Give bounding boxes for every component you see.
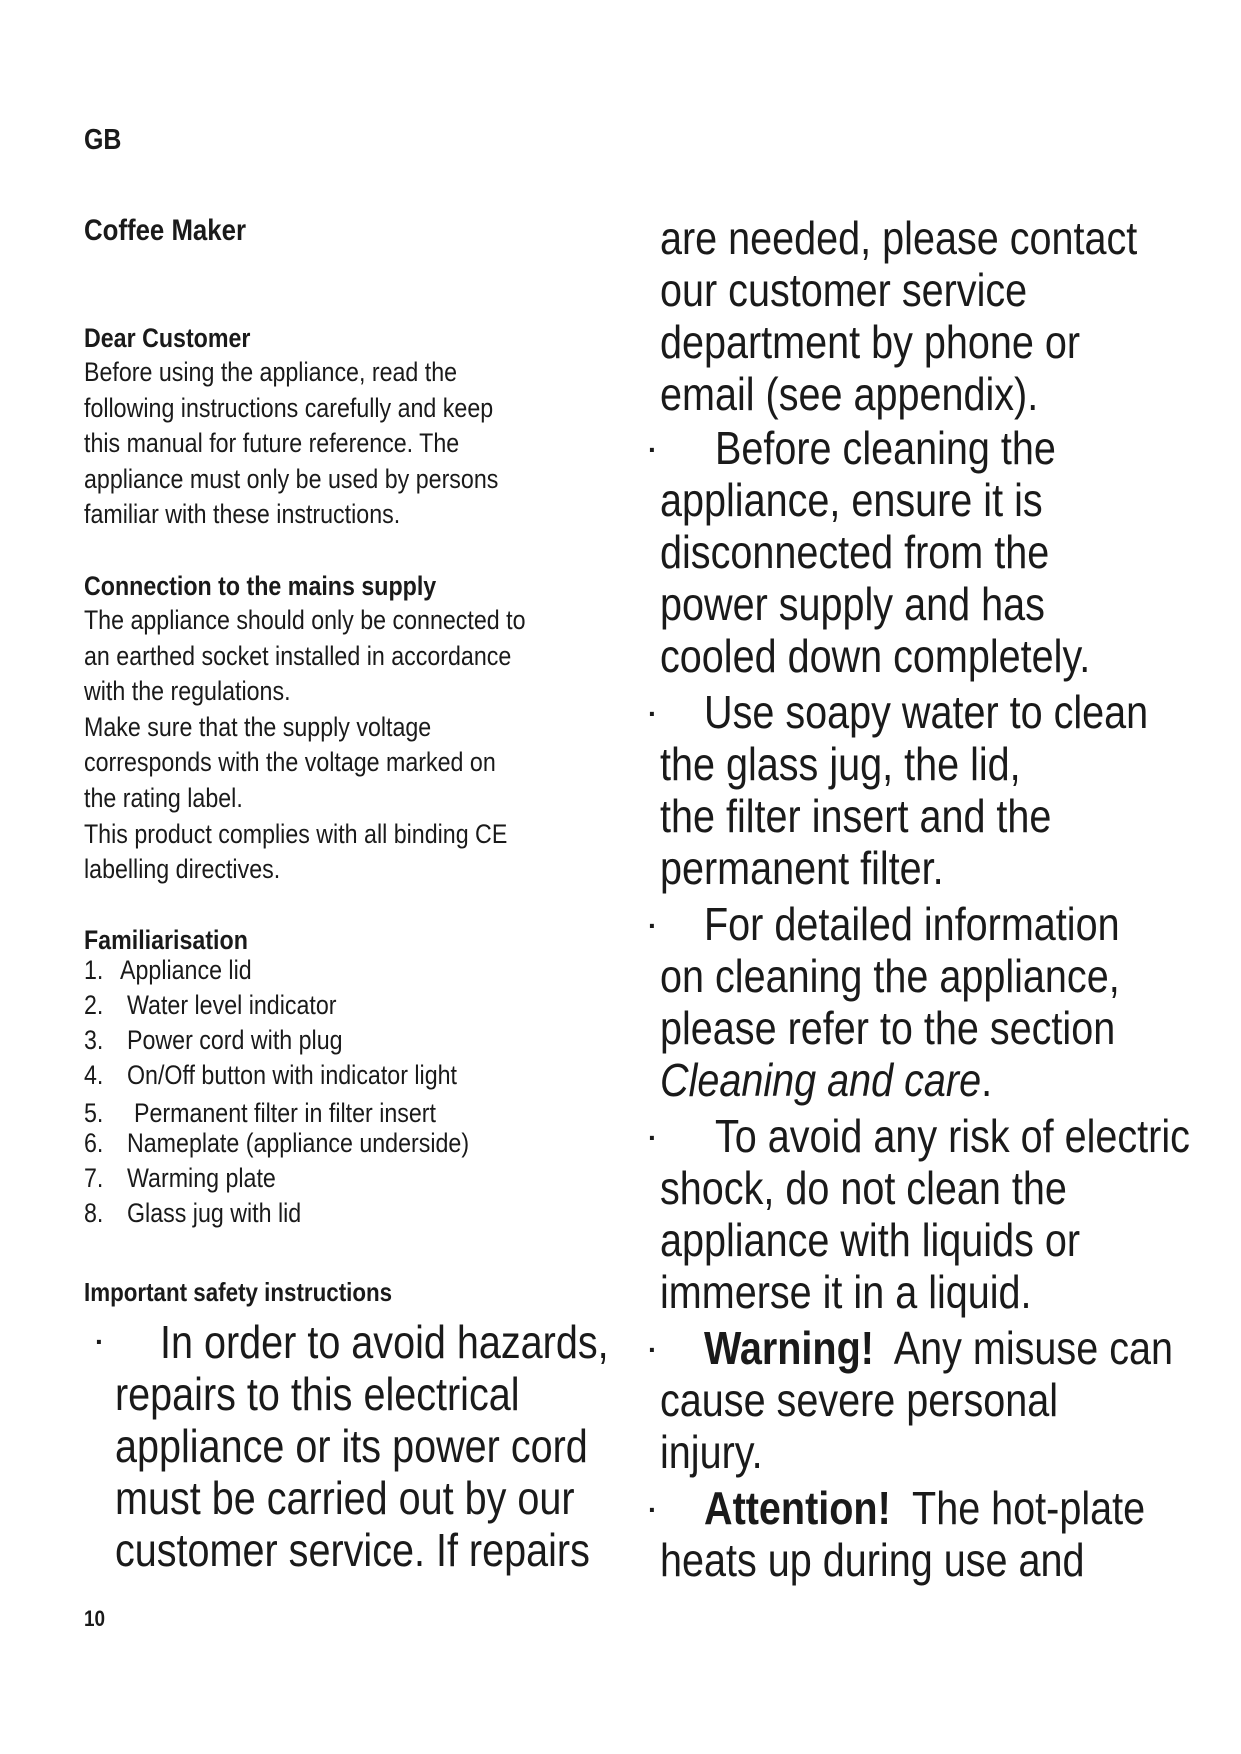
page-title: Coffee Maker	[84, 214, 247, 247]
text-line: This product complies with all binding CE	[84, 818, 508, 849]
dear-customer-text	[84, 355, 566, 533]
text-line: heats up during use and	[660, 1534, 1085, 1586]
text-line: power supply and has	[660, 578, 1045, 630]
item-text: Water level indicator	[127, 990, 337, 1020]
item-text: Permanent filter in filter insert	[134, 1098, 436, 1128]
section-reference: Cleaning and care	[660, 1054, 982, 1106]
text-line: Before using the appliance, read the	[84, 357, 458, 387]
text-line: our customer service	[660, 264, 1028, 316]
text-line: the filter insert and the	[660, 790, 1052, 842]
text-line: permanent filter.	[660, 842, 944, 894]
bullet-dot: ·	[648, 1122, 658, 1153]
text-line: department by phone or	[660, 316, 1081, 368]
item-number: 3.	[84, 1025, 104, 1055]
text-line: shock, do not clean the	[660, 1162, 1067, 1214]
text-line: corresponds with the voltage marked on	[84, 747, 496, 778]
text-line: on cleaning the appliance,	[660, 950, 1120, 1002]
text-line: disconnected from the	[660, 526, 1050, 578]
text-line: To avoid any risk of electric	[715, 1110, 1190, 1162]
text-line: injury.	[660, 1426, 763, 1478]
text-line: customer service. If repairs	[115, 1524, 590, 1576]
item-number: 4.	[84, 1060, 104, 1090]
text-line: Any misuse can	[893, 1322, 1173, 1374]
text-line: labelling directives.	[84, 854, 281, 885]
mains-supply-heading: Connection to the mains supply	[84, 571, 437, 601]
text-line: cooled down completely.	[660, 630, 1091, 682]
text-line: appliance must only be used by persons	[84, 463, 499, 494]
item-number: 1.	[84, 955, 104, 985]
item-text: Appliance lid	[120, 955, 252, 985]
safety-heading: Important safety instructions	[84, 1277, 393, 1307]
text-line: immerse it in a liquid.	[660, 1266, 1032, 1318]
item-number: 5.	[84, 1098, 104, 1128]
text-line: In order to avoid hazards,	[160, 1316, 609, 1368]
text-line: Use soapy water to clean	[704, 686, 1149, 738]
language-code: GB	[84, 124, 122, 156]
text-line: an earthed socket installed in accordance	[84, 640, 512, 671]
bullet-dot: ·	[648, 698, 658, 729]
familiarisation-heading: Familiarisation	[84, 925, 248, 955]
text-line: must be carried out by our	[115, 1472, 575, 1524]
attention-label: Attention!	[704, 1482, 891, 1534]
page-number: 10	[84, 1606, 106, 1631]
text-line: Before cleaning the	[715, 422, 1056, 474]
text-line: the glass jug, the lid,	[660, 738, 1021, 790]
item-text: Nameplate (appliance underside)	[127, 1128, 470, 1158]
mains-supply-text	[84, 603, 597, 888]
dear-customer-heading: Dear Customer	[84, 323, 251, 353]
text-line: appliance with liquids or	[660, 1214, 1081, 1266]
text-line: For detailed information	[704, 898, 1120, 950]
text-line: the rating label.	[84, 782, 243, 813]
text-line: familiar with these instructions.	[84, 499, 401, 530]
text-line: The appliance should only be connected to	[84, 605, 526, 635]
text-line: The hot-plate	[912, 1482, 1146, 1534]
text-line: following instructions carefully and keep	[84, 392, 494, 423]
text-line: repairs to this electrical	[115, 1368, 520, 1420]
text-line: appliance, ensure it is	[660, 474, 1043, 526]
item-text: Power cord with plug	[127, 1025, 343, 1055]
text-line: with the regulations.	[84, 676, 291, 707]
text-line: appliance or its power cord	[115, 1420, 588, 1472]
text-line: are needed, please contact	[660, 212, 1138, 264]
item-number: 6.	[84, 1128, 104, 1158]
item-number: 2.	[84, 990, 104, 1020]
text-line: Make sure that the supply voltage	[84, 711, 432, 742]
item-number: 7.	[84, 1163, 104, 1193]
bullet-dot: ·	[648, 1334, 658, 1365]
text-line: cause severe personal	[660, 1374, 1059, 1426]
text-line: email (see appendix).	[660, 368, 1039, 420]
text-line: this manual for future reference. The	[84, 428, 460, 459]
warning-label: Warning!	[704, 1322, 874, 1374]
bullet-dot: ·	[648, 910, 658, 941]
item-text: On/Off button with indicator light	[127, 1060, 457, 1090]
text-period: .	[981, 1054, 993, 1106]
item-text: Warming plate	[127, 1163, 276, 1193]
item-number: 8.	[84, 1198, 104, 1228]
bullet-dot: ·	[95, 1326, 105, 1357]
item-text: Glass jug with lid	[127, 1198, 302, 1228]
text-line: please refer to the section	[660, 1002, 1116, 1054]
bullet-dot: ·	[648, 434, 658, 465]
bullet-dot: ·	[648, 1494, 658, 1525]
